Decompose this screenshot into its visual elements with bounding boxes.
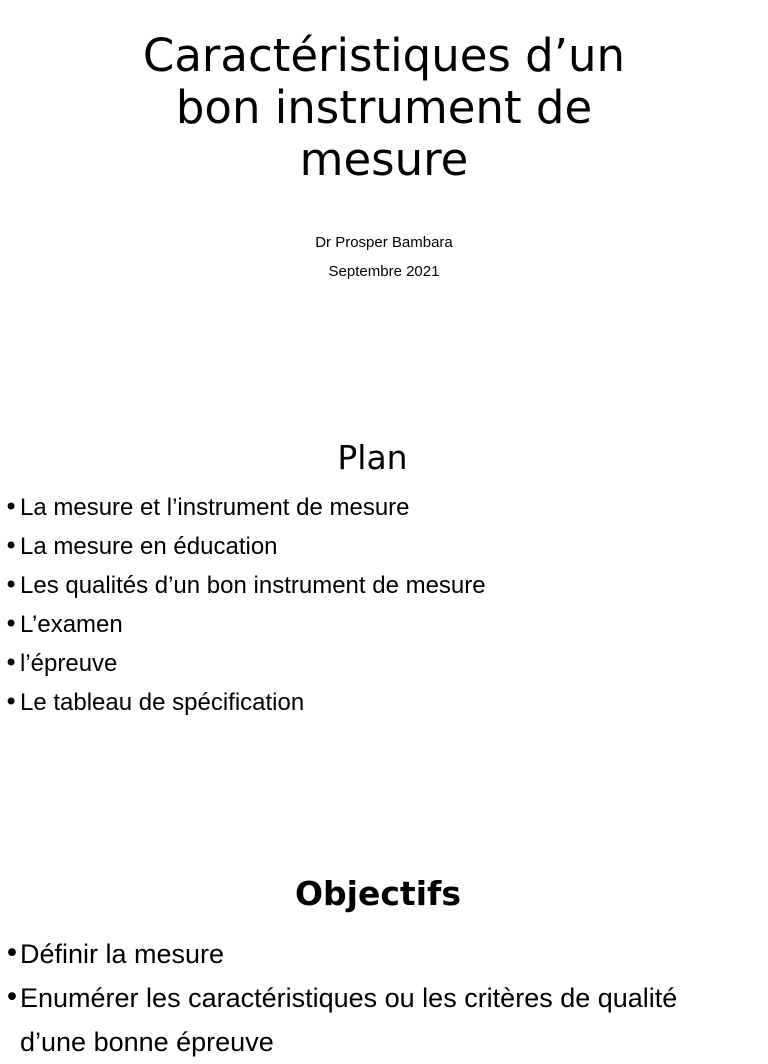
bullet-icon: •	[4, 649, 19, 677]
list-item-continuation	[4, 1020, 677, 1064]
title-line: mesure	[299, 133, 469, 186]
title-line: bon instrument de	[175, 81, 593, 134]
list-item	[4, 566, 486, 605]
list-item-text: d’une bonne épreuve	[20, 1027, 274, 1057]
bullet-icon: •	[4, 610, 19, 638]
bullet-icon: •	[4, 493, 19, 521]
list-item	[4, 605, 486, 644]
plan-slide	[0, 420, 768, 840]
bullet-icon: •	[4, 571, 19, 599]
objectives-heading: Objectifs	[294, 874, 461, 913]
title-line: Caractéristiques d’un	[142, 29, 626, 82]
list-item	[4, 488, 486, 527]
list-item	[4, 683, 486, 722]
presentation-title	[0, 30, 768, 186]
title-slide	[0, 0, 768, 420]
list-item	[4, 976, 677, 1020]
subtitle-block	[0, 228, 768, 286]
bullet-icon: •	[4, 532, 19, 560]
list-item-text: Le tableau de spécification	[20, 689, 305, 716]
bullet-icon: •	[4, 688, 19, 716]
presentation-date: Septembre 2021	[328, 263, 440, 280]
list-item-text: L’examen	[20, 611, 123, 638]
list-item-text: Les qualités d’un bon instrument de mesure	[20, 572, 486, 599]
plan-heading: Plan	[337, 438, 408, 477]
objectives-slide	[0, 840, 768, 1057]
list-item-text: Enumérer les caractéristiques ou les critères de qualité	[20, 983, 678, 1013]
plan-list	[4, 488, 486, 722]
list-item-text: La mesure et l’instrument de mesure	[20, 494, 410, 521]
list-item	[4, 527, 486, 566]
list-item	[4, 644, 486, 683]
list-item-text: La mesure en éducation	[20, 533, 278, 560]
bullet-icon: •	[4, 938, 20, 969]
bullet-icon: •	[4, 982, 20, 1013]
author-name: Dr Prosper Bambara	[315, 234, 453, 251]
list-item-text: Définir la mesure	[20, 939, 225, 969]
objectives-list	[4, 932, 677, 1064]
list-item-text: l’épreuve	[20, 650, 118, 677]
list-item	[4, 932, 677, 976]
